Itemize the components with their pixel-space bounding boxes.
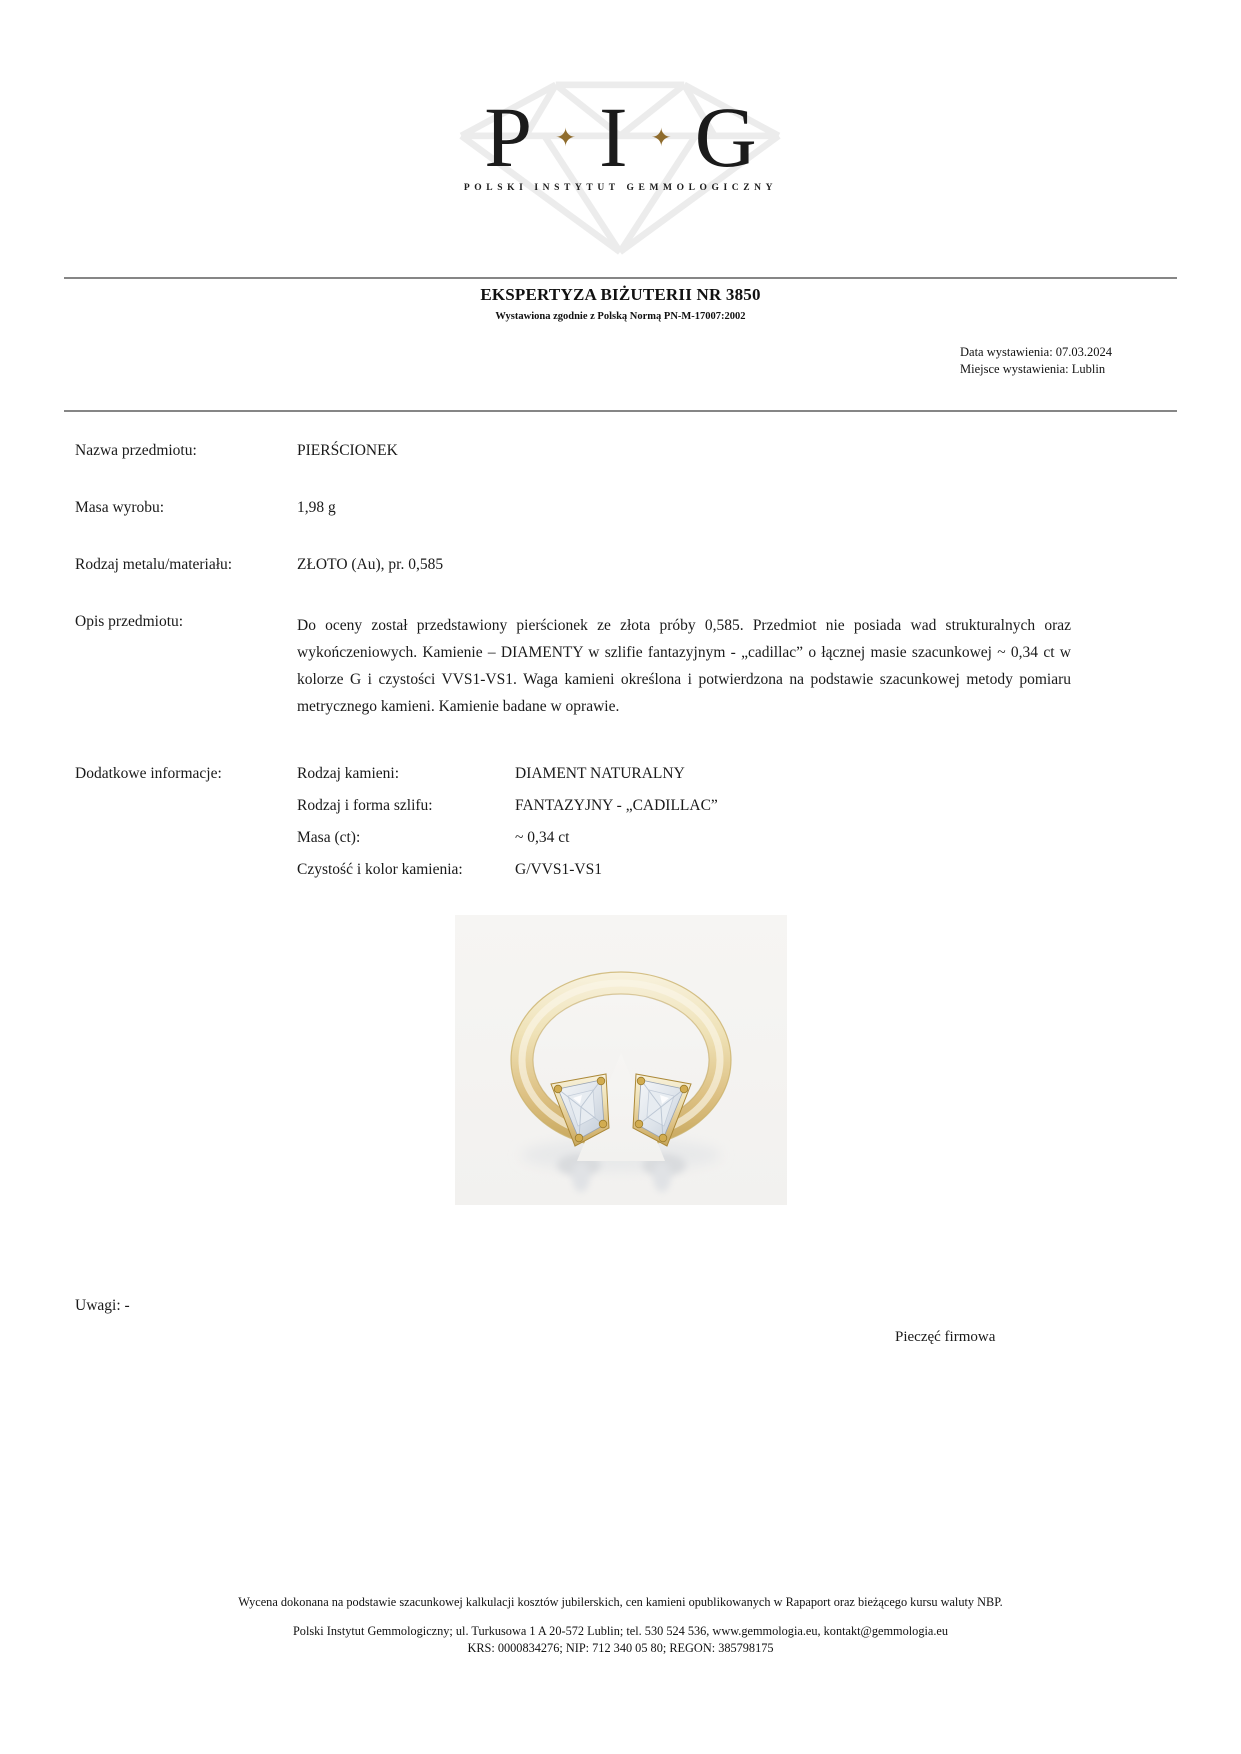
footer-valuation-note: Wycena dokonana na podstawie szacunkowej kalkulacji kosztów jubilerskich, cen kamieni opublikowanych w Rapaport oraz bieżącego kursu waluty NBP.	[238, 1595, 1003, 1609]
sub-value: G/VVS1-VS1	[515, 861, 602, 878]
field-label: Opis przedmiotu:	[75, 613, 184, 630]
issue-place: Miejsce wystawienia: Lublin	[960, 361, 1106, 376]
field-label: Nazwa przedmiotu:	[75, 442, 197, 459]
notes-label: Uwagi: -	[75, 1297, 130, 1314]
logo-letter-p: P	[484, 89, 533, 185]
issue-info	[960, 344, 1112, 377]
certificate-title: EKSPERTYZA BIŻUTERII NR 3850	[480, 285, 761, 304]
logo-letter-i: I	[599, 89, 628, 185]
ring-photo	[455, 915, 787, 1205]
star-icon: ✦	[650, 124, 672, 152]
certificate-subtitle: Wystawiona zgodnie z Polską Normą PN-M-17007:2002	[495, 311, 746, 322]
additional-row-clarity-color	[75, 861, 1177, 893]
logo-letter-g: G	[694, 89, 757, 185]
field-label: Masa wyrobu:	[75, 499, 165, 516]
field-value: PIERŚCIONEK	[297, 442, 398, 459]
star-icon: ✦	[555, 124, 577, 152]
sub-value: DIAMENT NATURALNY	[515, 765, 685, 782]
additional-label: Dodatkowe informacje:	[75, 765, 222, 782]
divider-fields	[64, 410, 1177, 412]
stamp-label: Pieczęć firmowa	[895, 1329, 996, 1345]
sub-value: ~ 0,34 ct	[515, 829, 570, 846]
logo	[0, 89, 1241, 185]
sub-label: Czystość i kolor kamienia:	[297, 861, 463, 878]
footer-registry: KRS: 0000834276; NIP: 712 340 05 80; REGON: 385798175	[467, 1641, 774, 1655]
field-label: Rodzaj metalu/materiału:	[75, 556, 233, 573]
item-description: Do oceny został przedstawiony pierścionek ze złota próby 0,585. Przedmiot nie posiada wad strukturalnych oraz wykończeniowych. Kamienie – DIAMENTY w szlifie fantazyjnym - „cadillac” o łącznej masie szacunkowej ~ 0,34 ct w kolorze G i czystości VVS1-VS1. Waga kamieni określona i potwierdzona na podstawie szacunkowej metody pomiaru metrycznego kamieni. Kamienie badane w oprawie.	[297, 617, 1071, 715]
additional-row-carat	[75, 829, 1177, 861]
sub-label: Rodzaj i forma szlifu:	[297, 797, 433, 814]
logo-wordmark: POLSKI INSTYTUT GEMMOLOGICZNY	[463, 183, 778, 193]
sub-value: FANTAZYJNY - „CADILLAC”	[515, 797, 718, 814]
additional-info	[75, 765, 1177, 893]
field-value: ZŁOTO (Au), pr. 0,585	[297, 556, 444, 573]
sub-label: Rodzaj kamieni:	[297, 765, 400, 782]
sub-label: Masa (ct):	[297, 829, 361, 846]
divider-top	[64, 277, 1177, 279]
additional-row-cut	[75, 797, 1177, 829]
field-value: 1,98 g	[297, 499, 336, 516]
issue-date: Data wystawienia: 07.03.2024	[960, 345, 1113, 359]
footer-contact: Polski Instytut Gemmologiczny; ul. Turkusowa 1 A 20-572 Lublin; tel. 530 524 536, www.gemmologia.eu, kontakt@gemmologia.eu	[292, 1624, 949, 1638]
additional-row-stone-type	[75, 765, 1177, 797]
